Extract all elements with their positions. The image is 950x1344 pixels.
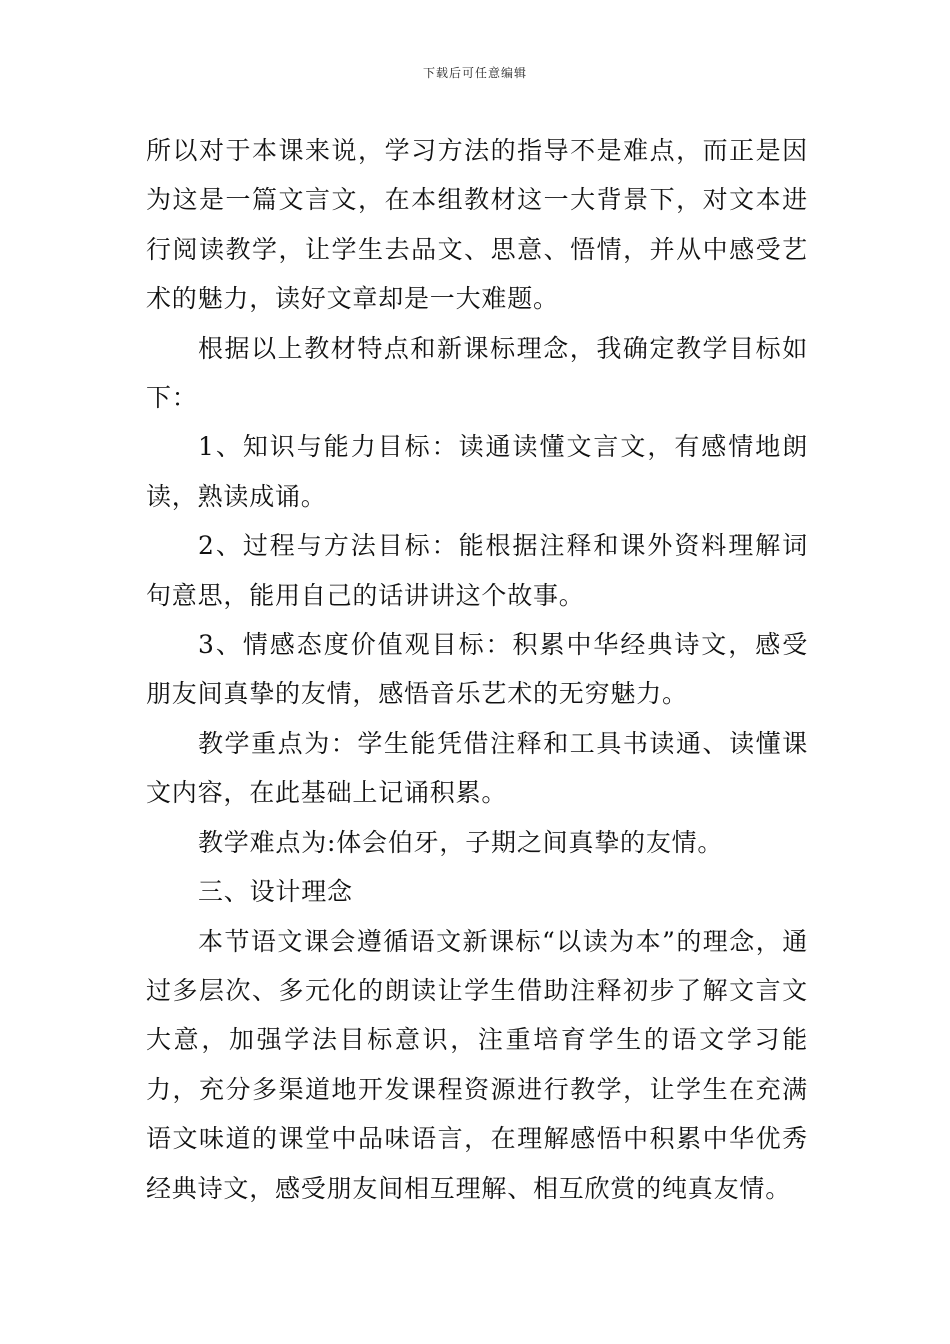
paragraph-difficulty: 教学难点为:体会伯牙，子期之间真挚的友情。	[198, 827, 724, 857]
paragraph-objectives-intro: 根据以上教材特点和新课标理念，我确定教学目标如下：	[146, 333, 808, 413]
paragraph-design-concept: 本节语文课会遵循语文新课标“以读为本”的理念，通过多层次、多元化的朗读让学生借助注释初步了解文言文大意，加强学法目标意识，注重培育学生的语文学习能力，充分多渠道地开发课程资源进行教学，让学生在充满语文味道的课堂中品味语言，在理解感悟中积累中华优秀经典诗文，感受朋友间相互理解、相互欣赏的纯真友情。	[146, 926, 808, 1203]
page-header-note: 下载后可任意编辑	[422, 66, 527, 80]
paragraph-objective-1: 1、知识与能力目标：读通读懂文言文，有感情地朗读，熟读成诵。	[146, 432, 808, 511]
document-body	[146, 126, 808, 1213]
paragraph-key-point: 教学重点为：学生能凭借注释和工具书读通、读懂课文内容，在此基础上记诵积累。	[146, 728, 808, 808]
paragraph-objective-2: 2、过程与方法目标：能根据注释和课外资料理解词句意思，能用自己的话讲讲这个故事。	[146, 531, 808, 610]
section-heading-design-concept: 三、设计理念	[198, 877, 353, 907]
paragraph-objective-3: 3、情感态度价值观目标：积累中华经典诗文，感受朋友间真挚的友情，感悟音乐艺术的无穷魅力。	[146, 630, 808, 709]
paragraph-continuation: 所以对于本课来说，学习方法的指导不是难点，而正是因为这是一篇文言文，在本组教材这一大背景下，对文本进行阅读教学，让学生去品文、思意、悟情，并从中感受艺术的魅力，读好文章却是一大难题。	[146, 136, 808, 314]
